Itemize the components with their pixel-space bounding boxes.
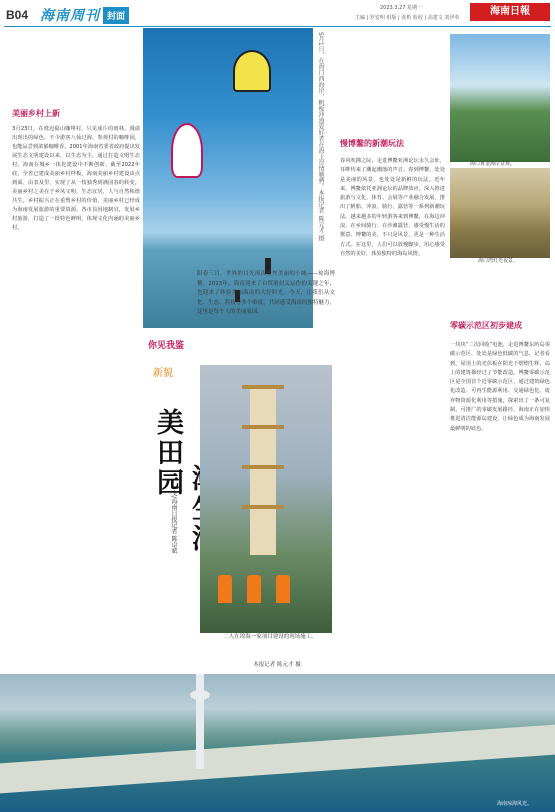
yellow-kite: [233, 50, 271, 92]
right-article-heading: 零碳示范区初步建成: [450, 321, 522, 330]
masthead-rule: [4, 26, 551, 27]
middle-article-heading: 慢博鳌的新潮玩法: [340, 139, 404, 148]
pagoda-tower: [250, 385, 276, 555]
staff-credits: 主编 | 罗安明 组版 | 张析 检校 | 高建文 刘伊英: [355, 15, 460, 21]
right-photo-caption-1: 海口黄金海岸景观。: [470, 161, 516, 167]
left-article: [12, 108, 140, 233]
right-article: [450, 320, 550, 434]
lead-paragraph: 阳春三月，世界的目光再次聚焦美丽的小城——琼海博鳌。2023年，海南迎来了自贸港封关运作的关键之年，也迎来了体验美丽海南的大好时光。今天，让我们从文化、生态、科技等多个维度，共同感受海南的独特魅力，这里是每个人的美丽家园。: [197, 271, 335, 315]
byline: 文/海南日报记者 陈卓斌: [170, 490, 177, 554]
section-badge: 封面: [103, 7, 129, 24]
pagoda-roof: [242, 505, 284, 509]
pagoda-photo: [200, 365, 332, 633]
pagoda-caption: 二人在琼海一家项目建设的现场施工。: [223, 634, 317, 640]
middle-article-body: 春风吹拂之际，走进博鳌亚洲论坛永久会址，耳畔传来了潮起潮落的声音。春到博鳌，处处是美丽的风景，也处处是新鲜的玩法。近年来，博鳌依托亚洲论坛的品牌效应，深入推进旅游与文化、体育、会展等产业融合发展，推出了帆船、冲浪、骑行、露营等一系列新潮玩法。越来越多的年轻游客来到博鳌，在海边冲浪、在乡间骑行、在沙滩露营，感受慢生活的惬意。博鳌的美，不只是风景，更是一种生活方式。在这里，人们可以放慢脚步，用心感受自然的美好，体验独特的海岛风情。: [340, 158, 445, 257]
pagoda-roof: [242, 425, 284, 429]
worker-figure: [247, 575, 261, 603]
pagoda-credit: 本报记者 陈元才 摄: [253, 662, 301, 668]
middle-article: [340, 138, 445, 259]
worker-figure: [218, 575, 232, 603]
masthead: [0, 0, 555, 26]
coastal-panorama-photo: [0, 674, 555, 812]
right-photo-night: [450, 168, 550, 258]
pagoda-roof: [242, 385, 284, 389]
left-article-body: 3月23日，在澄迈福山咖啡村，只见成片的雨林，漫溢出现出的绿色，不少游客八仙过海，参观村的咖啡园，也能品尝到浓郁咖啡香。2001年海南省委省政府提出发展生态文明建设以来，以生态为主，通过打造文明生态村，海南在城乡一体化建设中不断创新。截至2022年底，全省已建成美丽乡村样板，海南美丽乡村建设由点到面、由表及里，实现了从一枝独秀到满园春的转变。美丽乡村之美在于乡风文明、生态宜居，人与自然和谐共生。乡村振兴正在重塑乡村的价值，美丽乡村已经成为海南发展旅游的重要资源。各市县因地制宜，发展乡村旅游，打造了一批特色鲜明、体现文化内涵的美丽乡村。: [12, 126, 140, 231]
shoreline: [0, 725, 555, 794]
issue-date: 2023.3.27 星期一: [380, 5, 423, 11]
hero-caption: 5月1日，在海口西海岸，帆板冲浪爱好者在海上尽情驰骋。本报记者 陈元才 摄: [317, 32, 324, 242]
worker-figure: [276, 575, 290, 603]
page-number: B04: [6, 8, 29, 22]
right-photo-beach: [450, 34, 550, 162]
panorama-caption: 海南琼海风光。: [497, 801, 533, 807]
tv-tower: [196, 674, 204, 769]
kicker: 你见我鉴: [148, 341, 185, 351]
newspaper-logo: 海南日報: [470, 3, 550, 21]
paper-title: 海南周刊: [40, 8, 100, 24]
left-article-heading: 美丽乡村上新: [12, 109, 60, 118]
white-kite: [171, 123, 203, 178]
headline-line-1: 美田园: [152, 408, 183, 498]
tv-tower-top: [190, 690, 210, 700]
right-article-body: 一块块“二次回收”电池，走进博鳌东屿岛零碳示范区，处处是绿色低碳的气息。记者看到，屋顶上的光伏板在阳光下熠熠生辉，岛上的建筑都经过了节能改造。博鳌零碳示范区是全国首个近零碳示范区，通过建筑绿色化改造、可再生能源利用、交通绿色化、废弃物资源化利用等措施，探索出了一条可复制、可推广的零碳发展路径。海南正在加快推进清洁能源岛建设，让绿色成为海南发展最鲜明的底色。: [450, 342, 550, 432]
kicker-sub: 新貌: [153, 368, 173, 379]
right-photo-caption-2: 海口湾灯光夜景。: [478, 258, 519, 264]
workers: [218, 575, 308, 605]
pagoda-roof: [242, 465, 284, 469]
